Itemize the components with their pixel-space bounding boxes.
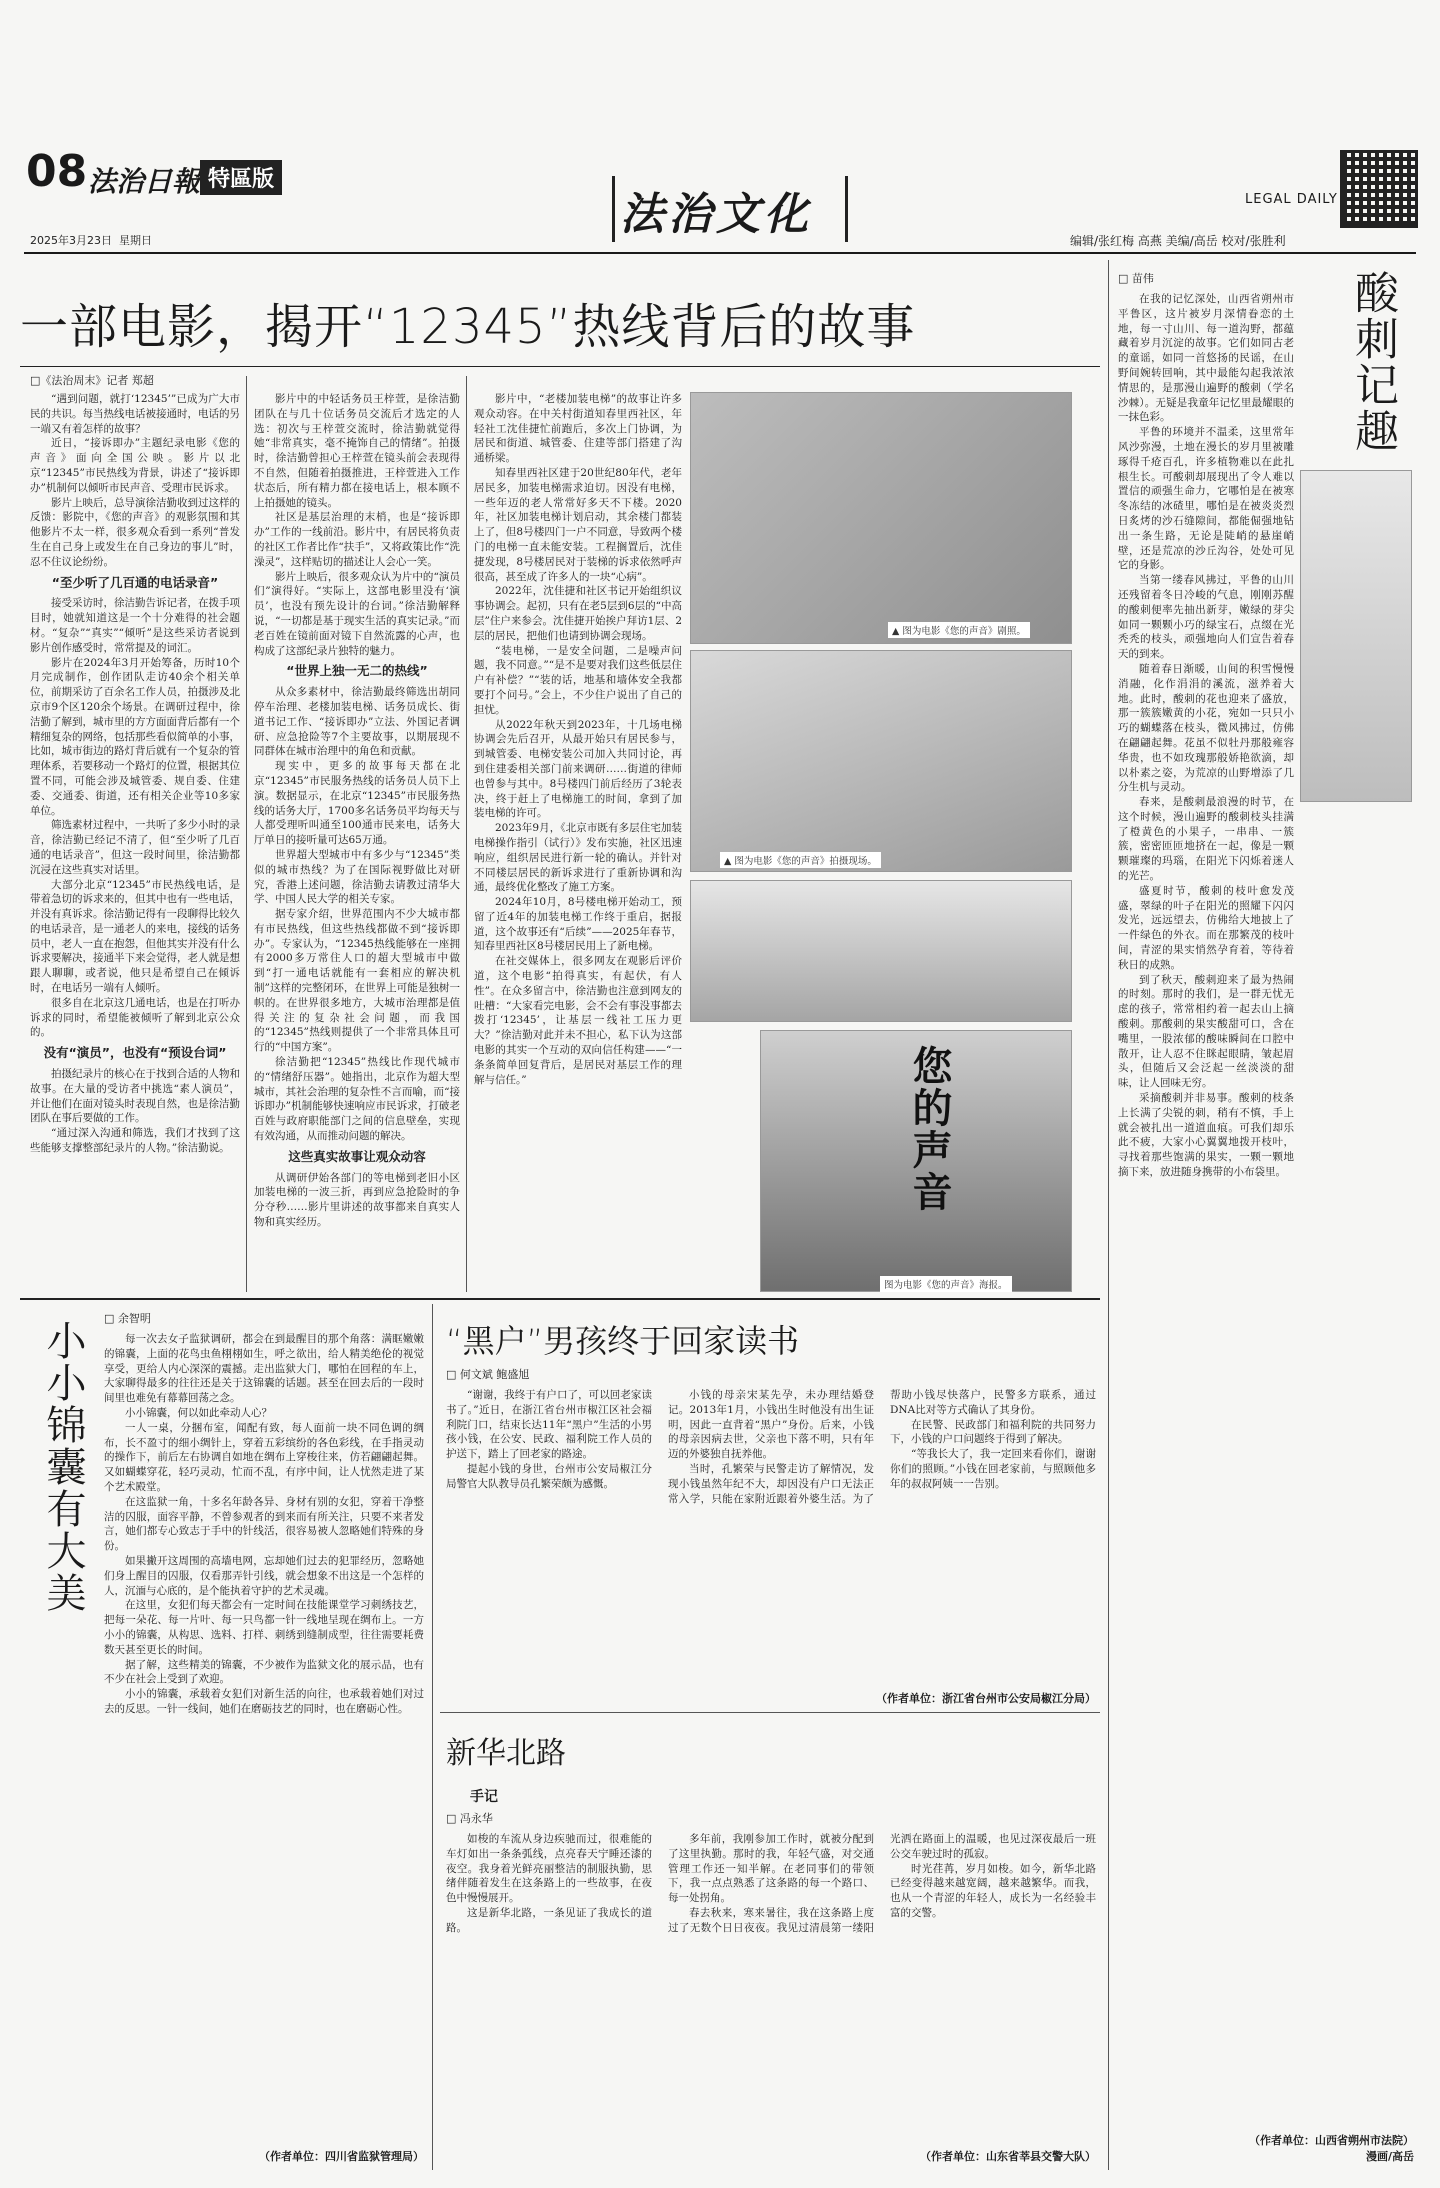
article-title-jinnang: 小小锦囊有大美: [40, 1320, 86, 1614]
paragraph: 大部分北京“12345”市民热线电话，是带着急切的诉求来的，但其中也有一些电话，并没有真诉求。徐洁勤记得有一段聊得比较久的电话录音，是一通老人的来电，接线的话务员中，老人一直在抱怨，但他其实并没有什么诉求要解决，接通半下来会觉得，老人就是想跟人聊聊，或者说，他只是希望自己在倾诉时，在电话另一端有人倾听。: [30, 878, 240, 995]
essay-illustration: [1300, 470, 1412, 802]
english-title: LEGAL DAILY: [1245, 192, 1338, 207]
paragraph: 很多自在北京这几通电话，也是在打听办诉求的同时，希望能被倾听了解到北京公众的。: [30, 996, 240, 1039]
article-text-heihu: [446, 1388, 1096, 1678]
lead-column-2: [254, 392, 460, 1292]
photo-film-still: [690, 392, 1072, 644]
photo-caption-1: ▲ 图为电影《您的声音》剧照。: [888, 622, 1030, 638]
paragraph: 接受采访时，徐洁勤告诉记者，在拨手项目时，她就知道这是一个十分难得的社会题材。“复杂”“真实”“倾听”是这些采访者说到影片创作感受时，常常提及的词汇。: [30, 597, 240, 654]
essay-credit: （作者单位：山西省朔州市法院） 漫画/高岳: [1249, 2134, 1414, 2163]
paragraph: 从2022年秋天到2023年，十几场电梯协调会先后召开，从最开始只有居民参与，到城管委、电梯安装公司加入共同讨论，再到住建委相关部门前来调研……街道的律师也曾参与其中。8号楼四门前后经历了3轮表决，终于赶上了电梯施工的时间，拿到了加装电梯的许可。: [474, 718, 682, 820]
paragraph: 筛选素材过程中，一共听了多少小时的录音，徐洁勤已经记不清了，但“至少听了几百通的电话录音”，但这一段时间里，徐洁勤都沉浸在这些真实对话里。: [30, 819, 240, 876]
editor-credits: 编辑/张红梅 高燕 美编/高岳 校对/张胜利: [1070, 234, 1286, 248]
paragraph: 春去秋来，寒来暑往，我在这条路上度过了无数个日日夜夜。我见过清晨第一缕阳光洒在路面上的温暖，也见过深夜最后一班公交车驶过时的孤寂。: [668, 1833, 1096, 1934]
paragraph: 这是新华北路，一条见证了我成长的道路。: [446, 1906, 652, 1934]
paragraph: 社区是基层治理的末梢，也是“接诉即办”工作的一线前沿。影片中，有居民将负责的社区工作者比作“扶手”，又将政策比作“洗澡灵”，这样贴切的描述让人会心一笑。: [254, 511, 460, 568]
article-byline-heihu: □ 何文斌 鲍盛旭: [446, 1368, 530, 1381]
article-byline-xinhua: □ 冯永华: [446, 1812, 493, 1825]
essay-byline: □ 苗伟: [1118, 272, 1154, 285]
paragraph: 2024年10月，8号楼电梯开始动工，预留了近4年的加装电梯工作终于重启，据报道，这个故事还有“后续”——2025年春节，知春里西社区8号楼居民用上了新电梯。: [474, 896, 682, 953]
photo-caption-3: 图为电影《您的声音》海报。: [880, 1276, 1012, 1292]
article-title-heihu: “黑户”男孩终于回家读书: [446, 1322, 800, 1360]
paragraph: 影片在2024年3月开始筹备，历时10个月完成制作，创作团队走访40余个相关单位，前期采访了百余名工作人员，拍摄涉及北京市9个区120余个场景。在调研过程中，徐洁勤了解到，城市里的方方面面背后都有一个精细复杂的网络，包括那些看似简单的小事，比如，城市街边的路灯背后就有一个复杂的管理体系，若要移动一个路灯的位置，根据其位置不同，可能会涉及城管委、规自委、住建委、交通委、街道，还有相关企业等10多家单位。: [30, 656, 240, 817]
paragraph: 影片中，“老楼加装电梯”的故事让许多观众动容。在中关村街道知春里西社区，年轻社工沈佳捷忙前跑后，多次上门协调，为居民和街道、城管委、住建等部门搭建了沟通桥梁。: [474, 393, 682, 465]
paragraph: 到了秋天，酸刺迎来了最为热闹的时刻。那时的我们，是一群无忧无虑的孩子，常常相约着一起去山上摘酸刺。那酸刺的果实酸甜可口，含在嘴里，一股浓郁的酸味瞬间在口腔中散开，让人忍不住眯起眼睛，皱起眉头，但随后又会泛起一丝淡淡的甜味，让人回味无穷。: [1118, 973, 1294, 1090]
paragraph: 当第一缕春风拂过，平鲁的山川还残留着冬日冷峻的气息，刚刚苏醒的酸刺便率先抽出新芽，嫩绿的芽尖如同一颗颗小巧的绿宝石，点缀在光秃秃的枝头，顽强地向人们宣告着春天的到来。: [1118, 574, 1294, 661]
paragraph: 在我的记忆深处，山西省朔州市平鲁区，这片被岁月深情眷恋的土地，每一寸山川、每一道沟野，都蕴藏着岁月沉淀的故事。它们如同古老的童谣，如同一首悠扬的民谣，在山野间婉转回响，其中最能勾起我浓浓情思的，是那漫山遍野的酸刺（学名沙棘）。无疑是我童年记忆里最耀眼的一抹色彩。: [1118, 293, 1294, 424]
paper-name: 法治日報: [88, 165, 201, 198]
section-title: 法治文化: [620, 189, 812, 240]
paragraph: 从众多素材中，徐洁勤最终筛选出胡同停车治理、老楼加装电梯、话务员成长、街道书记工作、“接诉即办”立法、外国记者调研、应急抢险等7个主要故事，以期展现不同群体在城市治理中的角色和贡献。: [254, 686, 460, 758]
paragraph: 随着春日渐暖，山间的积雪慢慢消融，化作涓涓的溪流，滋养着大地。此时，酸刺的花也迎来了盛放，那一簇簇嫩黄的小花，宛如一只只小巧的蝴蝶落在枝头，微风拂过，仿佛在翩翩起舞。花虽不似牡丹那般雍容华贵，也不如玫瑰那般娇艳欲滴，却以朴素之姿，为荒凉的山野增添了几分生机与灵动。: [1118, 662, 1294, 794]
paragraph: 2023年9月，《北京市既有多层住宅加装电梯操作指引（试行）》发布实施，社区迅速响应，组织居民进行新一轮的确认。并针对不同楼层居民的新诉求进行了重新协调和沟通，最终优化整改了施工方案。: [474, 822, 682, 894]
paragraph: 小钱的母亲宋某先孕，未办理结婚登记。2013年1月，小钱出生时他没有出生证明，因此一直背着“黑户”身份。后来，小钱的母亲因病去世，父亲也下落不明，只有年迈的外婆独自抚养他。: [668, 1389, 874, 1461]
article-credit-jinnang: （作者单位：四川省监狱管理局）: [259, 2150, 424, 2163]
paragraph: 在社交媒体上，很多网友在观影后评价道，这个电影“拍得真实，有起伏，有人性”。在众多留言中，徐洁勤也注意到网友的吐槽：“大家看完电影，会不会有事没事都去拨打‘12345’，让基层一线社工压力更大？”徐洁勤对此并未不担心，私下认为这部电影的其实一个互动的双向信任构建——“一条条简单回复背后，是居民对基层工作的理解与信任。”: [474, 955, 682, 1086]
lead-byline: □《法治周末》记者 郑超: [30, 374, 154, 387]
article-text-jinnang: [104, 1332, 424, 2132]
paragraph: 影片中的中轻话务员王梓萱，是徐洁勤团队在与几十位话务员交流后才选定的人选：初次与王梓萱交流时，徐洁勤就觉得她“非常真实，毫不掩饰自己的情绪”。拍摄时，徐洁勤曾担心王梓萱在镜头前会表现得不自然，但随着拍摄推进，王梓萱进入工作状态后，所有精力都在接电话上，根本顾不上拍摄她的镜头。: [254, 393, 460, 509]
photo-caption-2: ▲ 图为电影《您的声音》拍摄现场。: [720, 852, 881, 868]
paragraph: 影片上映后，总导演徐洁勤收到过这样的反馈：影院中，《您的声音》的观影氛围和其他影片不太一样，很多观众看到一系列“普发生在自己身上或发生在自己身边的事儿”时，忍不住议论纷纷。: [30, 496, 240, 568]
paragraph: “通过深入沟通和筛选，我们才找到了这些能够支撑整部纪录片的人物。”徐洁勤说。: [30, 1127, 240, 1155]
article-title-xinhua: 新华北路: [446, 1736, 566, 1771]
paragraph: 在这监狱一角，十多名年龄各异、身材有别的女犯，穿着干净整洁的囚服，面容平静，不曾参观者的到来而有所关注，只要不来者发言，她们都专心致志于手中的针线活，很容易被人忽略她们特殊的身份。: [104, 1495, 424, 1553]
paragraph: 提起小钱的身世，台州市公安局椒江分局警官大队教导员孔繁荣颇为感慨。: [446, 1462, 652, 1490]
paragraph: 如果撇开这周围的高墙电网，忘却她们过去的犯罪经历，忽略她们身上醒目的囚服，仅看那弄针引线，就会想象不出这是一个怎样的人，沉湎与心底的，是个能执着守护的艺术灵魂。: [104, 1554, 424, 1597]
paragraph: 徐洁勤把“12345”热线比作现代城市的“情绪舒压器”。她指出，北京作为超大型城市，其社会治理的复杂性不言而喻，而“接诉即办”机制能够快速响应市民诉求，打破老百姓与政府职能部门之间的信息壁垒，实现有效沟通，从而推动问题的解决。: [254, 1056, 460, 1143]
lead-subhead-4: 这些真实故事让观众动容: [288, 1148, 426, 1164]
paragraph: 知春里西社区建于20世纪80年代，老年居民多，加装电梯需求迫切。因没有电梯，一些年迈的老人常常好多天不下楼。2020年，社区加装电梯计划启动，其余楼门都装上了，但8号楼四门一户不同意，导致两个楼门的电梯一直未能安装。工程搁置后，沈佳捷发现，8号楼居民对于装梯的诉求依然呼声很高，甚至成了许多人的一块“心病”。: [474, 466, 682, 583]
article-tag-shouji: 手记: [470, 1789, 498, 1805]
paragraph: “等我长大了，我一定回来看你们，谢谢你们的照顾。”小钱在回老家前，与照顾他多年的叔叔阿姨一一告别。: [890, 1448, 1096, 1490]
paragraph: 当时，孔繁荣与民警走访了解情况，发现小钱虽然年纪不大，却因没有户口无法正常入学，只能在家附近跟着外婆生活。为了帮助小钱尽快落户，民警多方联系，通过DNA比对等方式确认了其身份。: [668, 1389, 1096, 1505]
article-byline-jinnang: □ 余智明: [104, 1312, 151, 1325]
qr-code: [1340, 150, 1418, 228]
paragraph: 每一次去女子监狱调研，都会在到最醒目的那个角落：满眶嫩嫩的锦囊，上面的花鸟虫鱼栩栩如生，呼之欲出，给人精美绝伦的视觉享受，更给人内心深深的震撼。走出监狱大门，哪怕在回程的车上，大家聊得最多的往往还是关于这锦囊的话题。甚至在回去后的一段时间里也难免有幕幕回荡之念。: [104, 1333, 424, 1405]
lead-subhead-3: “世界上独一无二的热线”: [286, 663, 428, 679]
paragraph: 据了解，这些精美的锦囊，不少被作为监狱文化的展示品，也有不少在社会上受到了欢迎。: [104, 1658, 424, 1686]
paragraph: 在民警、民政部门和福利院的共同努力下，小钱的户口问题终于得到了解决。: [890, 1418, 1096, 1446]
paragraph: 现实中，更多的故事每天都在北京“12345”市民服务热线的话务员人员下上演。数据显示，在北京“12345”市民服务热线的话务大厅，1700多名话务员平均每天与人都受理听叫通至100通市民来电，话务大厅单日的接听量可达65万通。: [254, 760, 460, 847]
photo-call-center: [690, 880, 1072, 1022]
essay-title: 酸刺记趣: [1347, 270, 1398, 454]
article-credit-heihu: （作者单位：浙江省台州市公安局椒江分局）: [876, 1692, 1096, 1705]
paragraph: “装电梯，一是安全问题，二是噪声问题，我不同意。”“是不是要对我们这些低层住户有补偿？”“装的话，地基和墙体安全我都要打个问号。”会上，不少住户说出了自己的担忧。: [474, 644, 682, 716]
paragraph: 拍摄纪录片的核心在于找到合适的人物和故事。在大量的受访者中挑选“素人演员”，并让他们在面对镜头时表现自然，也是徐洁勤团队在事后要做的工作。: [30, 1068, 240, 1125]
paragraph: 在这里，女犯们每天都会有一定时间在技能课堂学习刺绣技艺，把每一朵花、每一片叶、每一只鸟都一针一线地呈现在绸布上。一方小小的锦囊，从构思、选料、打样、刺绣到缝制成型，往往需要耗费数天甚至更长的时间。: [104, 1599, 424, 1656]
lead-subhead-1: “至少听了几百通的电话录音”: [51, 574, 219, 590]
paragraph: 从调研伊始各部门的等电梯到老旧小区加装电梯的一波三折，再到应急抢险时的争分夺秒……影片里讲述的故事都来自真实人物和真实经历。: [254, 1171, 460, 1229]
photo-filming-scene: [690, 650, 1072, 872]
article-text-xinhua: [446, 1832, 1096, 2132]
paragraph: 世界超大型城市中有多少与“12345”类似的城市热线？为了在国际视野做比对研究，香港上述问题，徐洁勤去请教过清华大学、中国人民大学的相关专家。: [254, 848, 460, 906]
paragraph: 春来，是酸刺最浪漫的时节，在这个时候，漫山遍野的酸刺枝头挂满了橙黄色的小果子，一串串、一簇簇，密密匝匝地挤在一起，像是一颗颗璀璨的玛瑙，在阳光下闪烁着迷人的光芒。: [1118, 796, 1294, 883]
paragraph: 如梭的车流从身边疾驰而过，很难能的车灯如出一条条弧线，点亮春天宁睡还漆的夜空。我身着光鲜亮丽整洁的制服执勤，思绪伴随着发生在这条路上的一些故事，在夜色中慢慢展开。: [446, 1833, 652, 1905]
paragraph: 小小的锦囊，承载着女犯们对新生活的向往，也承载着她们对过去的反思。一针一线间，她们在磨砺技艺的同时，也在磨砺心性。: [104, 1688, 424, 1715]
edition-badge: 特區版: [200, 160, 282, 195]
lead-headline: 一部电影，揭开“12345”热线背后的故事: [20, 299, 916, 355]
paragraph: 2022年，沈佳捷和社区书记开始组织议事协调会。起初，只有在老5层到6层的“中高层”住户来参会。沈佳捷开始挨户拜访1层、2层的居民，把他们也请到协调会现场。: [474, 585, 682, 642]
paragraph: 多年前，我刚参加工作时，就被分配到了这里执勤。那时的我，年轻气盛，对交通管理工作还一知半解。在老同事们的带领下，我一点点熟悉了这条路的每一个路口、每一处拐角。: [668, 1833, 874, 1905]
page-number: 08: [26, 146, 88, 197]
photo-movie-poster: [760, 1030, 1072, 1292]
paragraph: 影片上映后，很多观众认为片中的“演员们”演得好。“实际上，这部电影里没有‘演员’，也没有预先设计的台词。”徐洁勤解释说，“一切都是基于现实生活的真实记录。”而老百姓在镜前面对镜下自然流露的心声，也构成了这部纪录片独特的魅力。: [254, 570, 460, 657]
article-credit-xinhua: （作者单位：山东省莘县交警大队）: [920, 2150, 1096, 2163]
paragraph: “遇到问题，就打‘12345’”已成为广大市民的共识。每当热线电话被接通时，电话的另一端又有着怎样的故事？: [30, 393, 240, 435]
issue-date: 2025年3月23日 星期日: [30, 234, 152, 247]
essay-text: [1118, 292, 1294, 2122]
paragraph: 小小锦囊，何以如此牵动人心？: [125, 1406, 272, 1419]
paragraph: 近日，“接诉即办”主题纪录电影《您的声音》面向全国公映。影片以北京“12345”市民热线为背景，讲述了“接诉即办”机制何以倾听市民声音、受理市民诉求。: [30, 437, 240, 494]
paragraph: 盛夏时节，酸刺的枝叶愈发茂盛，翠绿的叶子在阳光的照耀下闪闪发光，远远望去，仿佛给大地披上了一件绿色的外衣。而在那繁茂的枝叶间，青涩的果实悄然孕育着，等待着秋日的成熟。: [1118, 884, 1294, 971]
paragraph: 时光荏苒，岁月如梭。如今，新华北路已经变得越来越宽阔，越来越繁华。而我，也从一个青涩的年轻人，成长为一名经验丰富的交警。: [890, 1862, 1096, 1919]
lead-column-1: [30, 392, 240, 1292]
lead-column-3: [474, 392, 682, 1292]
poster-title: 您的声音: [906, 1045, 953, 1213]
paragraph: 平鲁的环境并不温柔，这里常年风沙弥漫，土地在漫长的岁月里被雕琢得千疮百孔，许多植物难以在此扎根生长。可酸刺却展现出了令人难以置信的顽强生命力，它哪怕是在被寒冬冻结的冰碴里，哪怕是在被炎炎烈日炙烤的沙石缝隙间，都能倔强地钻出一条生路，无论是陡峭的悬崖峭壁，还是荒凉的沙丘沟谷，处处可见它的身影。: [1118, 426, 1294, 572]
paragraph: 一人一桌，分捆布室，闻配有致，每人面前一块不同色调的绸布，长不盈寸的细小绸针上，穿着五彩缤纷的各色彩线，在手指灵动的操作下，前后左右协调自如地在绸布上穿梭往来，仿若翩翩起舞。又如蝴蝶穿花，轻巧灵动，忙而不乱，有序中间，让人忧然走进了某个艺术殿堂。: [104, 1421, 424, 1493]
paragraph: 据专家介绍，世界范围内不少大城市都有市民热线，但这些热线都做不到“接诉即办”。专家认为，“12345热线能够在一座拥有2000多万常住人口的超大型城市中做到“打一通电话就能有一套相应的解决机制”这样的完整闭环，在世界上可能是独树一帜的。在世界很多地方，大城市治理都是值得关注的复杂社会问题，而我国的“12345”热线则提供了一个非常具体且可行的“中国方案”。: [254, 908, 460, 1054]
paragraph: 采摘酸刺并非易事。酸刺的枝条上长满了尖锐的刺，稍有不慎，手上就会被扎出一道道血痕。可我们却乐此不疲，大家小心翼翼地拨开枝叶，寻找着那些饱满的果实，一颗一颗地摘下来，放进随身携带的小布袋里。: [1118, 1092, 1294, 1179]
paragraph: “谢谢，我终于有户口了，可以回老家读书了。”近日，在浙江省台州市椒江区社会福利院门口，结束长达11年“黑户”生活的小男孩小钱，在公安、民政、福利院工作人员的护送下，踏上了回老家的路途。: [446, 1389, 652, 1461]
lead-subhead-2: 没有“演员”，也没有“预设台词”: [43, 1045, 227, 1061]
